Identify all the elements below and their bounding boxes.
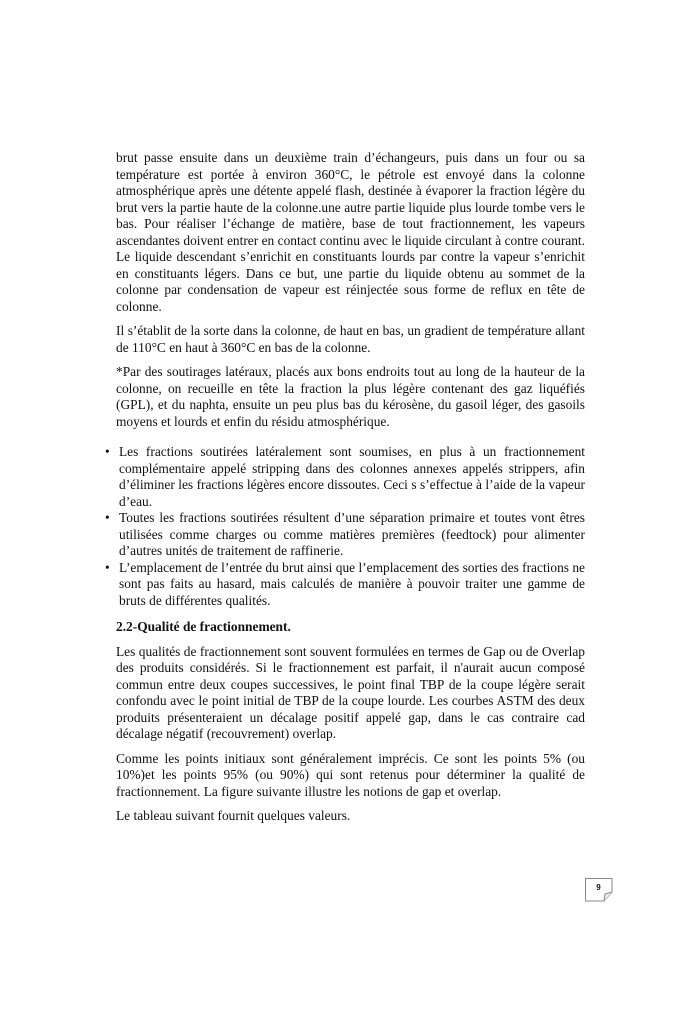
list-item: • Toutes les fractions soutirées résultent d’une séparation primaire et toutes vont êtres utilisées comme charges ou comme matières premières (feedtock) pour alimenter d’autres unités de traitement de raffinerie. (105, 510, 585, 558)
paragraph-temperature-gradient: Il s’établit de la sorte dans la colonne, de haut en bas, un gradient de température allant de 110°C en haut à 360°C en bas de la colonne. (116, 323, 585, 355)
bullet-icon: • (105, 559, 110, 575)
page-body (105, 150, 585, 833)
bullet-list (100, 444, 585, 609)
paragraph-points: Comme les points initiaux sont généralement imprécis. Ce sont les points 5% (ou 10%)et les points 95% (ou 90%) qui sont retenus pour déterminer la qualité de fractionnement. La figure suivante illustre les notions de gap et overlap. (116, 750, 585, 799)
list-item: • Les fractions soutirées latéralement sont soumises, en plus à un fractionnement complémentaire appelé stripping dans des colonnes annexes appelés strippers, afin d’éliminer les fractions légères encore dissoutes. Ceci s s’effectue à l’aide de la vapeur d’eau. (105, 444, 585, 509)
paragraph-distillation: brut passe ensuite dans un deuxième train d’échangeurs, puis dans un four ou sa température est portée à environ 360°C, le pétrole est envoyé dans la colonne atmosphérique après une détente appelé flash, destinée à évaporer la fraction légère du brut vers la partie haute de la colonne.une autre partie liquide plus lourde tombe vers le bas. Pour réaliser l’échange de matière, base de tout fractionnement, les vapeurs ascendantes doivent entrer en contact continu avec le liquide circulant à contre courant. Le liquide descendant s’enrichit en constituants lourds par contre la vapeur s’enrichit en constituants légers. Dans ce but, une partie du liquide obtenu au sommet de la colonne par condensation de vapeur est réinjectée sous forme de reflux en tête de colonne. (116, 150, 585, 314)
paragraph-gap-overlap: Les qualités de fractionnement sont souvent formulées en termes de Gap ou de Overlap des produits considérés. Si le fractionnement est parfait, il n'aurait aucun composé commun entre deux coupes successives, le point final TBP de la coupe légère serait confondu avec le point initial de TBP de la coupe lourde. Les courbes ASTM des deux produits présenteraient un décalage positif appelé gap, dans le cas contraire cad décalage négatif (recouvrement) overlap. (116, 643, 585, 741)
bullet-icon: • (105, 444, 110, 459)
paragraph-side-draws: *Par des soutirages latéraux, placés aux bons endroits tout au long de la hauteur de la colonne, on recueille en tête la fraction la plus légère contenant des gaz liquéfiés (GPL), et du naphta, ensuite un peu plus bas du kérosène, du gasoil léger, des gasoils moyens et lourds et enfin du résidu atmosphérique. (116, 364, 585, 429)
paragraph-table-intro: Le tableau suivant fournit quelques valeurs. (116, 808, 351, 823)
section-heading: 2.2-Qualité de fractionnement. (116, 619, 291, 634)
page-number: 9 (596, 883, 601, 892)
page-number-box (585, 878, 612, 901)
bullet-icon: • (105, 510, 110, 525)
list-item: • L’emplacement de l’entrée du brut ainsi que l’emplacement des sorties des fractions ne sont pas faits au hasard, mais calculés de manière à pouvoir traiter une gamme de bruts de différentes qualités. (105, 559, 585, 608)
